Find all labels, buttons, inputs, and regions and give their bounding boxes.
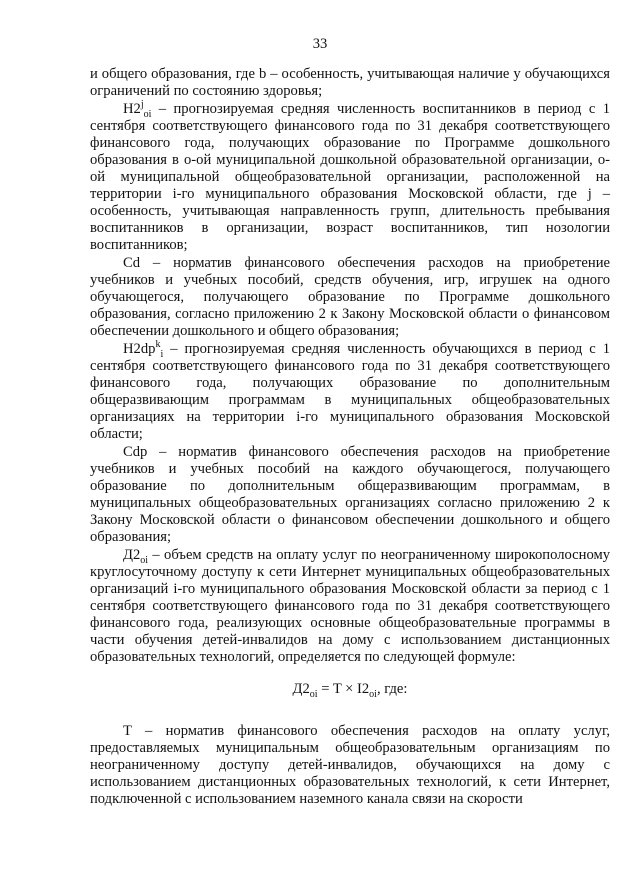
formula bbox=[90, 681, 610, 698]
paragraph-text: – объем средств на оплату услуг по неограниченному широкополосному круглосуточному доступу к сети Интернет муниципальных общеобразовательных организаций i-го муниципального образования Московской области за период с 1 сентября соответствующего финансового года по 31 декабря соответствующего финансового года, реализующих основные общеобразовательные программы в части обучения детей-инвалидов на дому с использованием дистанционных образовательных технологий, определяется по следующей формуле: bbox=[90, 547, 610, 665]
formula-lhs: Д2 bbox=[292, 681, 310, 697]
paragraph-0 bbox=[90, 66, 610, 100]
paragraph-3 bbox=[90, 341, 610, 443]
paragraph-text: Cdp – норматив финансового обеспечения расходов на приобретение учебников и учебных пособий на каждого обучающегося, получающего образование по дополнительным общеразвивающим программам, в муниципальных общеобразовательных организациях согласно приложению 2 к Закону Московской области о финансовом обеспечении дошкольного и общего образования; bbox=[90, 444, 610, 545]
symbol-superscript: k bbox=[155, 339, 161, 351]
paragraph-text: – прогнозируемая средняя численность воспитанников в период с 1 сентября соответствующего финансового года по 31 декабря соответствующего финансового года, получающих образование по Программе дошкольного образования в o-ой муниципальной дошкольной образовательной организации, o-ой муниципальной общеобразовательной организации, расположенной на территории i-го муниципального образования Московской области, где j – особенность, учитывающая направленность групп, длительность пребывания воспитанников в организации, возраст воспитанников, тип нозологии воспитанников; bbox=[90, 101, 610, 253]
paragraph-text: T – норматив финансового обеспечения расходов на оплату услуг, предоставляемых муниципальным общеобразовательным организациям по неограниченному доступу детей-инвалидов, обучающихся на дому с использованием дистанционных образовательных технологий, к сети Интернет, подключенной с использованием наземного канала связи на скорости bbox=[90, 723, 610, 807]
paragraph-1 bbox=[90, 101, 610, 254]
symbol-d2: Д2 bbox=[123, 547, 141, 563]
paragraph-2 bbox=[90, 255, 610, 340]
paragraph-6 bbox=[90, 723, 610, 808]
paragraph-text: и общего образования, где b – особенность, учитывающая наличие у обучающихся ограничений по состоянию здоровья; bbox=[90, 66, 610, 99]
formula-lhs-subscript: oi bbox=[309, 688, 318, 700]
symbol-subscript: oi bbox=[143, 108, 152, 120]
formula-rhs: = T × I2 bbox=[317, 681, 370, 697]
formula-tail: , где: bbox=[376, 681, 408, 697]
paragraph-text: – прогнозируемая средняя численность обучающихся в период с 1 сентября соответствующего финансового года по 31 декабря соответствующего финансового года, получающих образование по дополнительным общеразвивающим программам в муниципальных общеобразовательных организациях на территории i-го муниципального образования Московской области; bbox=[90, 341, 610, 442]
paragraph-4 bbox=[90, 444, 610, 546]
symbol-h2: Н2 bbox=[123, 101, 141, 117]
symbol-h2dp: Н2dp bbox=[123, 341, 156, 357]
formula-rhs-subscript: oi bbox=[369, 688, 377, 700]
page-number: 33 bbox=[312, 36, 328, 52]
paragraph-text: Cd – норматив финансового обеспечения расходов на приобретение учебников и учебных пособий, средств обучения, игр, игрушек на одного обучающегося, получающего образование по Программе дошкольного образования, согласно приложению 2 к Закону Московской области о финансовом обеспечении дошкольного и общего образования; bbox=[90, 255, 610, 339]
document-body bbox=[90, 66, 610, 809]
paragraph-5 bbox=[90, 547, 610, 666]
symbol-subscript: i bbox=[160, 348, 164, 360]
symbol-superscript: j bbox=[140, 99, 144, 111]
symbol-subscript: oi bbox=[140, 554, 149, 566]
